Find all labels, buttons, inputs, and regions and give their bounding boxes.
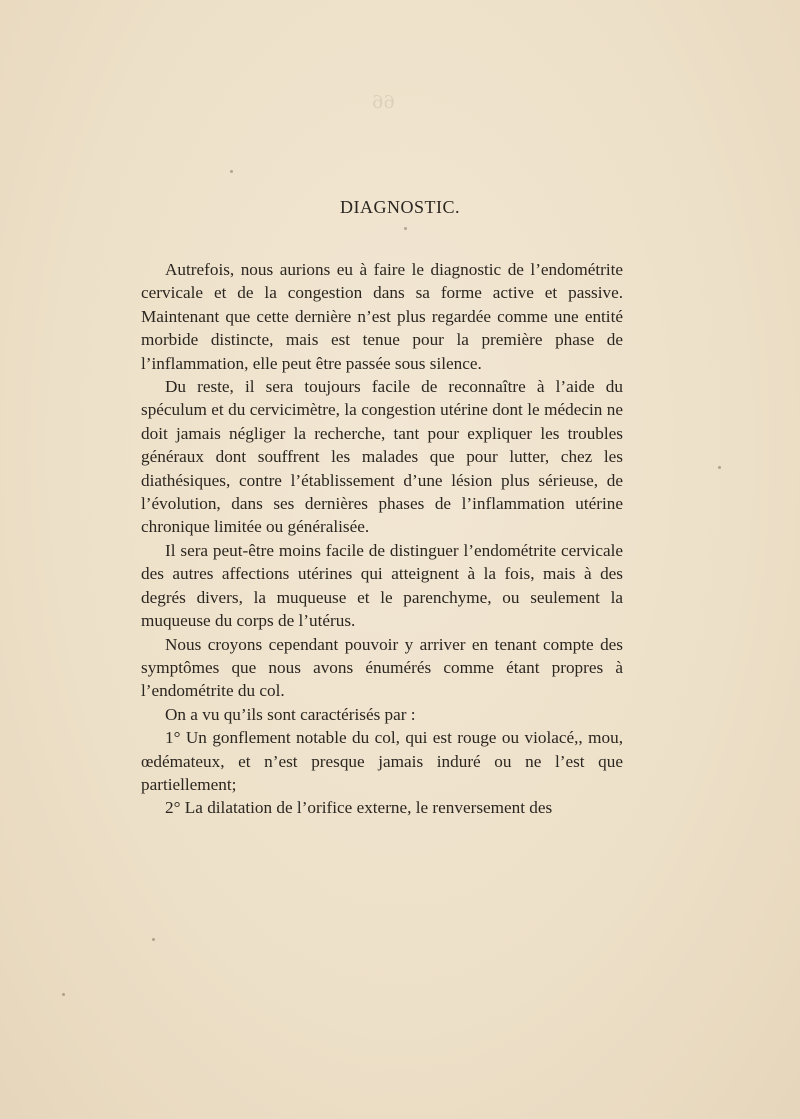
paragraph: 2° La dilatation de l’orifice externe, le renversement des <box>165 798 553 818</box>
paragraph: Autrefois, nous aurions eu à faire le diagnostic de l’endométrite cervicale et de la congestion dans sa forme active et passive. Maintenant que cette dernière n’est plus regardée comme une entité morbide distincte, mais est tenue pour la première phase de l’inflammation, elle peut être passée sous silence. <box>141 260 623 373</box>
page-title: DIAGNOSTIC. <box>340 197 460 217</box>
paragraph: On a vu qu’ils sont caractérisés par : <box>165 704 416 724</box>
paper-speck <box>404 227 407 230</box>
bleed-through-page-number: 66 <box>372 92 395 113</box>
paragraph: 1° Un gonflement notable du col, qui est rouge ou violacé,, mou, œdémateux, et n’est presque jamais induré ou ne l’est que partiellement; <box>141 728 623 794</box>
paragraph: Il sera peut-être moins facile de distinguer l’endométrite cervicale des autres affections utérines qui atteignent à la fois, mais à des degrés divers, la muqueuse et le parenchyme, ou seulement la muqueuse du corps de l’utérus. <box>141 540 623 631</box>
body-text <box>141 258 623 820</box>
paper-speck <box>62 993 65 996</box>
paper-speck <box>718 466 721 469</box>
paragraph: Nous croyons cependant pouvoir y arriver en tenant compte des symptômes que nous avons énumérés comme étant propres à l’endométrite du col. <box>141 634 623 701</box>
paper-speck <box>152 938 155 941</box>
paragraph: Du reste, il sera toujours facile de reconnaître à l’aide du spéculum et du cervicimètre, la congestion utérine dont le médecin ne doit jamais négliger la recherche, tant pour expliquer les troubles généraux dont souffrent les malades que pour lutter, chez les diathésiques, contre l’établissement d’une lésion plus sérieuse, de l’évolution, dans ses dernières phases de l’inflammation utérine chronique limitée ou généralisée. <box>141 377 623 537</box>
paper-speck <box>230 170 233 173</box>
